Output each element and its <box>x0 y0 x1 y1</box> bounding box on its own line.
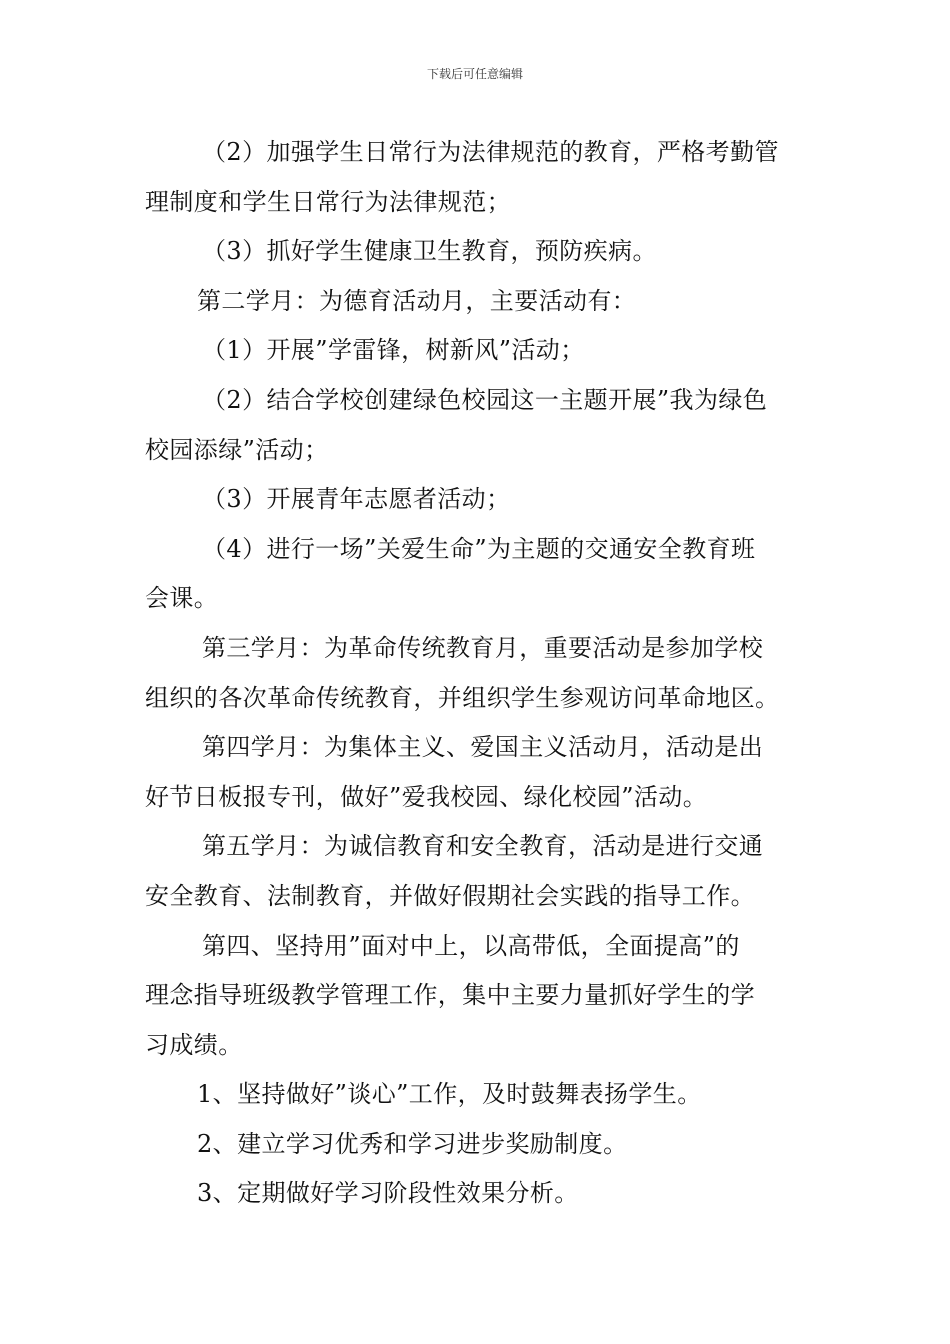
text-line: 第五学月：为诚信教育和安全教育，活动是进行交通 <box>202 832 764 861</box>
text-line: 好节日板报专刊，做好”爱我校园、绿化校园”活动。 <box>145 782 708 811</box>
text-line: 理念指导班级教学管理工作，集中主要力量抓好学生的学 <box>145 981 755 1010</box>
text-line: （1）开展”学雷锋，树新风”活动； <box>202 336 585 365</box>
text-line: 安全教育、法制教育，并做好假期社会实践的指导工作。 <box>145 881 755 910</box>
text-line: （3）抓好学生健康卫生教育，预防疾病。 <box>202 237 657 266</box>
text-line: （3）开展青年志愿者活动； <box>202 485 511 514</box>
text-line: 理制度和学生日常行为法律规范； <box>145 187 511 216</box>
text-line: 习成绩。 <box>145 1030 243 1059</box>
text-line: 2、建立学习优秀和学习进步奖励制度。 <box>197 1129 628 1158</box>
text-line: 组织的各次革命传统教育，并组织学生参观访问革命地区。 <box>145 683 780 712</box>
text-line: （2）结合学校创建绿色校园这一主题开展”我为绿色 <box>202 385 768 414</box>
text-line: 1、坚持做好”谈心”工作，及时鼓舞表扬学生。 <box>197 1080 702 1109</box>
text-line: 3、定期做好学习阶段性效果分析。 <box>197 1179 579 1208</box>
text-line: 第二学月：为德育活动月，主要活动有： <box>197 286 637 315</box>
page-header: 下载后可任意编辑 <box>426 67 523 81</box>
text-line: （4）进行一场”关爱生命”为主题的交通安全教育班 <box>202 534 756 563</box>
text-line: 校园添绿”活动； <box>145 435 329 464</box>
text-line: 会课。 <box>145 584 219 613</box>
text-line: 第四学月：为集体主义、爱国主义活动月，活动是出 <box>202 733 764 762</box>
text-line: 第三学月：为革命传统教育月，重要活动是参加学校 <box>202 633 764 662</box>
document-body <box>145 128 807 1219</box>
text-line: （2）加强学生日常行为法律规范的教育，严格考勤管 <box>202 138 779 166</box>
text-line: 第四、坚持用”面对中上，以高带低，全面提高”的 <box>202 931 740 960</box>
